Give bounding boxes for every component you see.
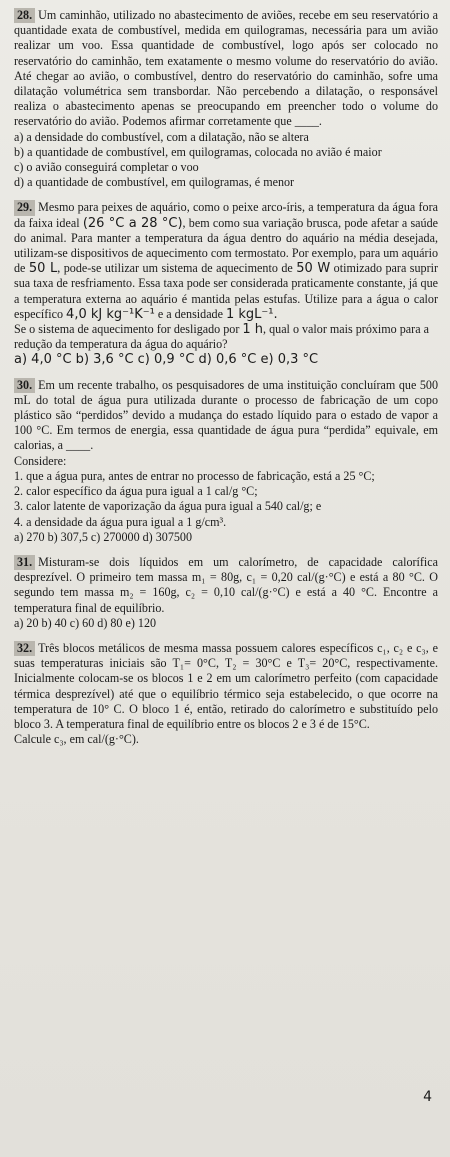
question-text: e a densidade — [154, 306, 226, 321]
question-text: otimizado para suprir sua taxa de resfriamento. Essa taxa pode ser considerada praticamente constante, já que a temperatura externa ao aquário é mantida pelas estufas. Utilize para a água o calor específico — [14, 261, 439, 321]
condition-1: 1. que a água pura, antes de entrar no processo de fabricação, está a 25 °C; — [14, 468, 375, 483]
question-text: Em um recente trabalho, os pesquisadores de uma instituição concluíram que 500 mL do total de água pura utilizada durante o processo de fabricação de um copo plástico são “perdidos” devido a mudança do estado líquido para o estado de vapor a 100 °C. Em termos de energia, essa quantidade de água pura “perdida” equivale, em calorias, a ____. — [14, 377, 438, 453]
question-31 — [14, 555, 438, 631]
condition-4: 4. a densidade da água pura igual a 1 g/cm³. — [14, 514, 227, 529]
question-text: Um caminhão, utilizado no abastecimento de aviões, recebe em seu reservatório a quantidade exata de combustível, medida em quilogramas, necessária para um avião realizar um voo. Essa quantidade de combustível, logo após ser colocado no reservatório do caminhão, tem exatamente o mesmo volume do reservatório do avião. Até chegar ao avião, o combustível, dentro do reservatório do caminhão, sofre uma dilatação volumétrica sem transbordar. Não percebendo a dilatação, o responsável realiza o abastecimento apenas se preocupando em preencher todo o volume do reservatório do avião. Podemos afirmar corretamente que ____. — [14, 8, 438, 129]
power-value: 50 W — [296, 261, 331, 277]
question-number: 32. — [14, 641, 35, 656]
time-value: 1 h — [242, 322, 264, 338]
page-number: 4 — [423, 1089, 432, 1105]
question-29 — [14, 200, 438, 367]
volume-value: 50 L — [28, 261, 58, 277]
consider-label: Considere: — [14, 453, 67, 468]
question-text: , qual o valor mais próximo para a redução da temperatura da água do aquário? — [14, 322, 429, 352]
density-value: 1 kgL⁻¹. — [226, 306, 278, 322]
option-b: b) a quantidade de combustível, em quilogramas, colocada no avião é maior — [14, 144, 382, 159]
options-row: a) 270 b) 307,5 c) 270000 d) 307500 — [14, 529, 193, 544]
temperature-range: (26 °C a 28 °C) — [82, 215, 183, 231]
options-row: a) 4,0 °C b) 3,6 °C c) 0,9 °C d) 0,6 °C e) 0,3 °C — [14, 352, 319, 368]
option-c: c) o avião conseguirá completar o voo — [14, 160, 199, 175]
specific-heat-value: 4,0 kJ kg⁻¹K⁻¹ — [66, 306, 155, 322]
condition-3: 3. calor latente de vaporização da água pura igual a 540 cal/g; e — [14, 499, 322, 514]
question-text: Se o sistema de aquecimento for desligado por — [14, 322, 243, 337]
option-a: a) a densidade do combustível, com a dilatação, não se altera — [14, 129, 309, 144]
question-text: , bem como sua variação brusca, pode afetar a saúde do animal. Para manter a temperatura da água dentro do aquário na média desejada, utilizam-se dispositivos de aquecimento com termostato. Por exemplo, para um aquário de — [14, 215, 438, 276]
question-text: Três blocos metálicos de mesma massa possuem calores específicos c₁, c₂ e c₃, e suas temperaturas iniciais são T₁= 0°C, T₂ = 30°C e T₃= 20°C, respectivamente. Inicialmente colocam-se os blocos 1 e 2 em um calorímetro perfeito (com capacidade térmica desprezível) até que o equilíbrio térmico seja estabelecido, o que ocorre na temperatura de 10° C. O bloco 1 é, então, retirado do calorímetro e substituído pelo bloco 3. A temperatura final de equilíbrio entre os blocos 2 e 3 é de 15°C. — [14, 640, 438, 731]
condition-2: 2. calor específico da água pura igual a 1 cal/g °C; — [14, 484, 258, 499]
question-text: , pode-se utilizar um sistema de aquecimento de — [57, 261, 297, 276]
question-text: Mesmo para peixes de aquário, como o peixe arco-íris, a temperatura da água fora da faixa ideal — [14, 200, 438, 230]
question-30 — [14, 378, 438, 545]
question-28 — [14, 8, 438, 190]
question-number: 28. — [14, 8, 35, 23]
options-row: a) 20 b) 40 c) 60 d) 80 e) 120 — [14, 615, 157, 630]
question-ask: Calcule c₃, em cal/(g·°C). — [14, 732, 139, 747]
question-text: Misturam-se dois líquidos em um calorímetro, de capacidade calorífica desprezível. O primeiro tem massa m₁ = 80g, c₁ = 0,20 cal/(g·°C) e está a 80 °C. O segundo tem massa m₂ = 160g, c₂ = 0,10 cal/(g·°C) e está a 40 °C. Encontre a temperatura final de equilíbrio. — [14, 554, 438, 615]
question-number: 31. — [14, 555, 35, 570]
option-d: d) a quantidade de combustível, em quilogramas, é menor — [14, 175, 295, 190]
question-paragraph — [14, 322, 438, 352]
question-32 — [14, 641, 438, 747]
question-number: 30. — [14, 378, 35, 393]
question-number: 29. — [14, 200, 35, 215]
